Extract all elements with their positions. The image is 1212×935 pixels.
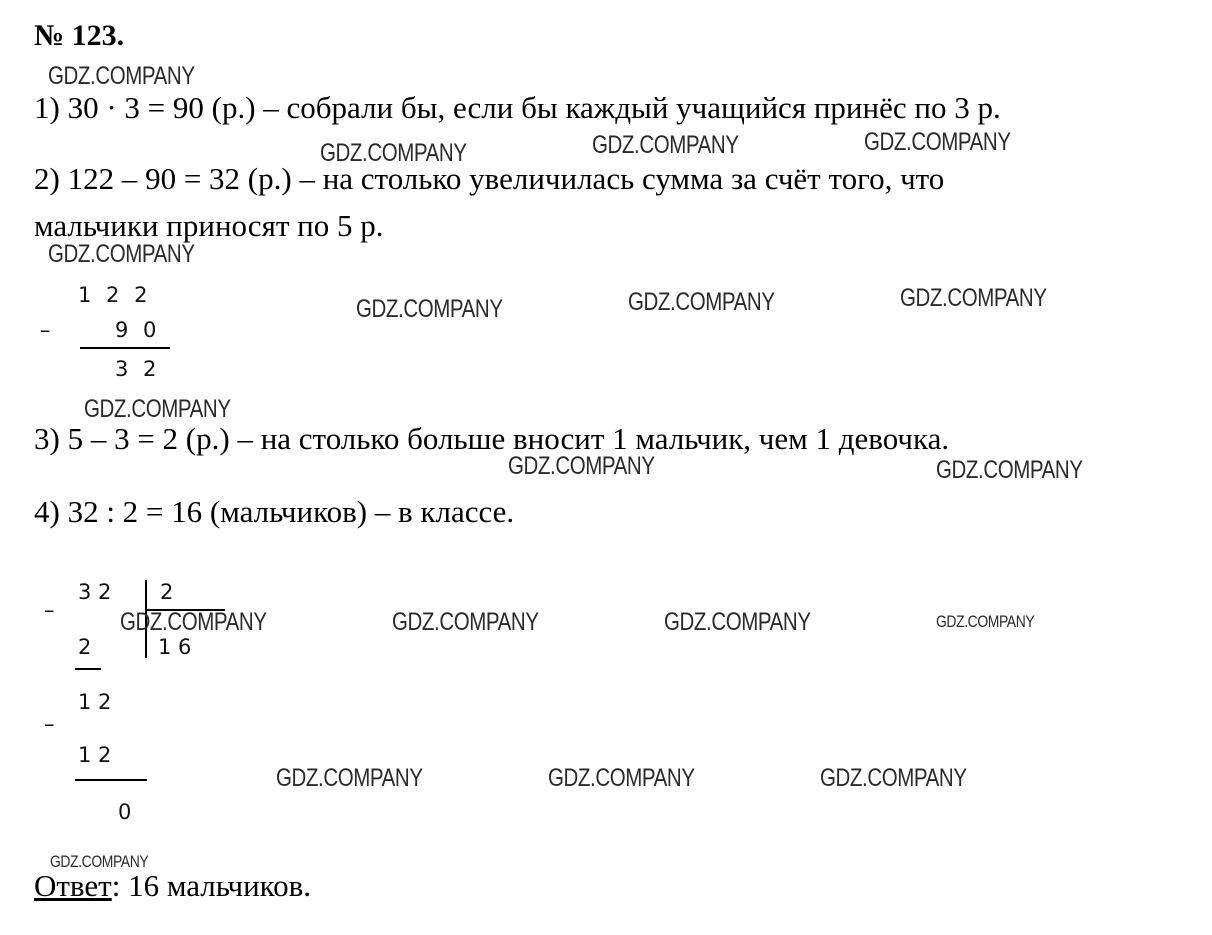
watermark: GDZ.COMPANY xyxy=(936,612,1035,631)
answer-text: : 16 мальчиков. xyxy=(111,868,312,903)
divisor: 2 xyxy=(160,580,174,604)
watermark: GDZ.COMPANY xyxy=(356,295,503,323)
answer-label: Ответ xyxy=(34,868,112,903)
watermark: GDZ.COMPANY xyxy=(392,608,539,636)
remainder-1: 1 2 xyxy=(78,690,112,714)
watermark: GDZ.COMPANY xyxy=(320,139,467,167)
answer xyxy=(34,868,311,904)
watermark: GDZ.COMPANY xyxy=(900,284,1047,312)
watermark: GDZ.COMPANY xyxy=(864,128,1011,156)
step-1: 1) 30 · 3 = 90 (р.) – собрали бы, если бы каждый учащийся принёс по 3 р. xyxy=(34,90,1001,125)
difference: 3 2 xyxy=(115,357,161,381)
watermark: GDZ.COMPANY xyxy=(50,852,149,871)
second-subtrahend: 1 2 xyxy=(78,743,112,767)
subtrahend: 9 0 xyxy=(115,318,161,342)
watermark: GDZ.COMPANY xyxy=(548,764,695,792)
watermark: GDZ.COMPANY xyxy=(820,764,967,792)
watermark: GDZ.COMPANY xyxy=(48,240,195,268)
second-line xyxy=(75,779,147,781)
minus-sign-2: – xyxy=(44,712,55,736)
step-2-line-1: 2) 122 – 90 = 32 (р.) – на столько увеличилась сумма за счёт того, что xyxy=(34,161,945,196)
quotient: 1 6 xyxy=(158,635,192,659)
minuend: 1 2 2 xyxy=(78,283,152,307)
sum-line xyxy=(80,347,170,349)
minus-sign-1: – xyxy=(44,598,55,622)
watermark: GDZ.COMPANY xyxy=(628,288,775,316)
watermark: GDZ.COMPANY xyxy=(592,131,739,159)
first-line xyxy=(75,668,101,670)
watermark: GDZ.COMPANY xyxy=(84,395,231,423)
watermark: GDZ.COMPANY xyxy=(276,764,423,792)
watermark: GDZ.COMPANY xyxy=(664,608,811,636)
step-3: 3) 5 – 3 = 2 (р.) – на столько больше вносит 1 мальчик, чем 1 девочка. xyxy=(34,421,950,456)
watermark: GDZ.COMPANY xyxy=(508,452,655,480)
step-2-line-2: мальчики приносят по 5 р. xyxy=(34,208,384,243)
watermark: GDZ.COMPANY xyxy=(120,608,267,636)
first-subtrahend: 2 xyxy=(78,635,92,659)
step-4: 4) 32 : 2 = 16 (мальчиков) – в классе. xyxy=(34,494,515,529)
final-remainder: 0 xyxy=(118,800,132,824)
dividend: 3 2 xyxy=(78,580,112,604)
problem-number: № 123. xyxy=(34,19,125,52)
minus-sign: – xyxy=(40,318,51,342)
watermark: GDZ.COMPANY xyxy=(48,62,195,90)
watermark: GDZ.COMPANY xyxy=(936,456,1083,484)
